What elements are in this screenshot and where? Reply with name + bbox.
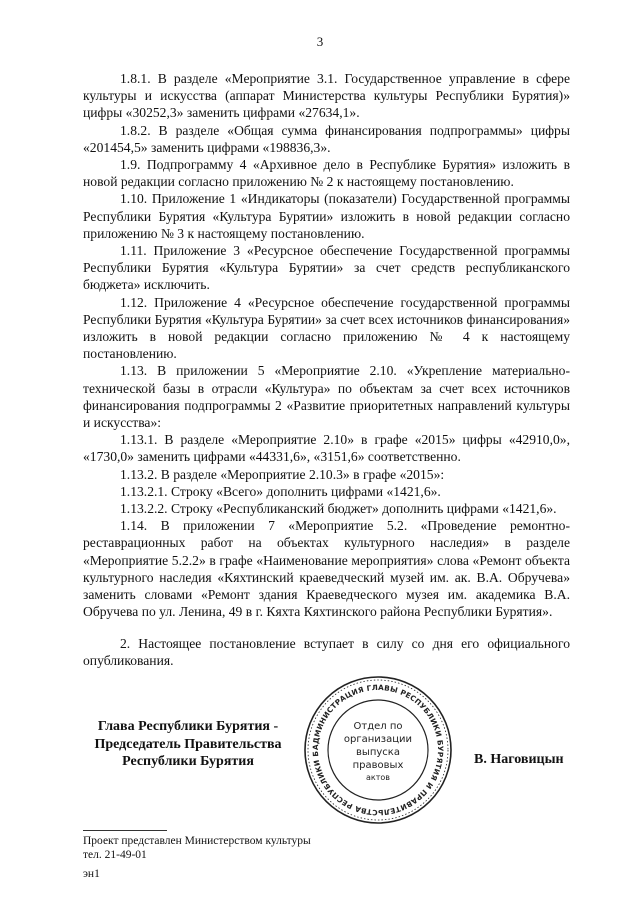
paragraph-1-14: 1.14. В приложении 7 «Мероприятие 5.2. «Проведение ремонтно-реставрационных работ на объектах культурного наследия» в разделе «Мероприятие 5.2.2» в графе «Наименование мероприятия» слова «Ремонт объекта культурного наследия «Кяхтинский краеведческий музей им. ак. В.А. Обручева» заменить словами «Ремонт здания Краеведческого музея им. академика В.А. Обручева по ул. Ленина, 49 в г. Кяхта Кяхтинского района Республики Бурятия». [83,518,570,620]
official-stamp [300,672,456,828]
signatory-title-line-1: Глава Республики Бурятия - [97,719,279,734]
stamp-center-line-1: Отдел по [353,721,403,732]
paragraph-1-13-2-2: 1.13.2.2. Строку «Республиканский бюджет» дополнить цифрами «1421,6». [120,501,557,517]
signatory-name: В. Наговицын [474,752,564,767]
signatory-title-line-2: Председатель Правительства [94,736,282,752]
page-number: 3 [316,34,324,49]
paragraph-1-11: 1.11. Приложение 3 «Ресурсное обеспечение Государственной программы Республики Бурятия «Культура Бурятии» за счет средств республиканского бюджета» исключить. [83,243,570,293]
stamp-center-line-3: выпуска [356,747,400,758]
paragraph-2: 2. Настоящее постановление вступает в силу со дня его официального опубликования. [83,635,570,668]
paragraph-1-13-1: 1.13.1. В разделе «Мероприятие 2.10» в графе «2015» цифры «42910,0», «1730,0» заменить цифрами «44331,6», «3151,6» соответственно. [83,432,570,465]
signatory-title [88,718,288,771]
footnote-line-2: тел. 21-49-01 [83,849,147,861]
paragraph-1-13: 1.13. В приложении 5 «Мероприятие 2.10. «Укрепление материально-технической базы в отрасли «Культура» по объектам за счет всех источников финансирования подпрограммы 2 «Развитие приоритетных направлений культуры и искусства»: [83,363,570,431]
stamp-ring-text: АДМИНИСТРАЦИЯ ГЛАВЫ РЕСПУБЛИКИ БУРЯТИЯ И ПРАВИТЕЛЬСТВА РЕСПУБЛИКИ Б [310,682,446,818]
stamp-center-line-5: актов [365,773,391,782]
stamp-center-line-4: правовых [352,760,404,771]
stamp-center-line-2: организации [343,734,413,745]
signatory-title-line-3: Республики Бурятия [122,754,254,769]
paragraph-1-8-2: 1.8.2. В разделе «Общая сумма финансирования подпрограммы» цифры «201454,5» заменить цифрами «198836,3». [83,122,570,155]
paragraph-1-10: 1.10. Приложение 1 «Индикаторы (показатели) Государственной программы Республики Бурятия «Культура Бурятии» изложить в новой редакции согласно приложению № 3 к настоящему постановлению. [83,191,570,241]
document-body [83,70,570,669]
file-code: эн1 [83,868,100,880]
paragraph-1-13-2: 1.13.2. В разделе «Мероприятие 2.10.3» в графе «2015»: [120,466,445,482]
paragraph-1-9: 1.9. Подпрограмму 4 «Архивное дело в Республике Бурятия» изложить в новой редакции согласно приложению № 2 к настоящему постановлению. [83,157,570,190]
footnote [83,834,311,862]
paragraph-1-13-2-1: 1.13.2.1. Строку «Всего» дополнить цифрами «1421,6». [120,483,441,499]
paragraph-1-8-1: 1.8.1. В разделе «Мероприятие 3.1. Государственное управление в сфере культуры и искусства (аппарат Министерства культуры Республики Бурятия)» цифры «30252,3» заменить цифрами «27634,1». [83,71,570,121]
footnote-divider [83,830,167,831]
paragraph-1-12: 1.12. Приложение 4 «Ресурсное обеспечение государственной программы Республики Бурятия «Культура Бурятии» за счет всех источников финансирования» изложить в новой редакции согласно приложению № 4 к настоящему постановлению. [83,294,570,362]
footnote-line-1: Проект представлен Министерством культуры [83,835,311,847]
